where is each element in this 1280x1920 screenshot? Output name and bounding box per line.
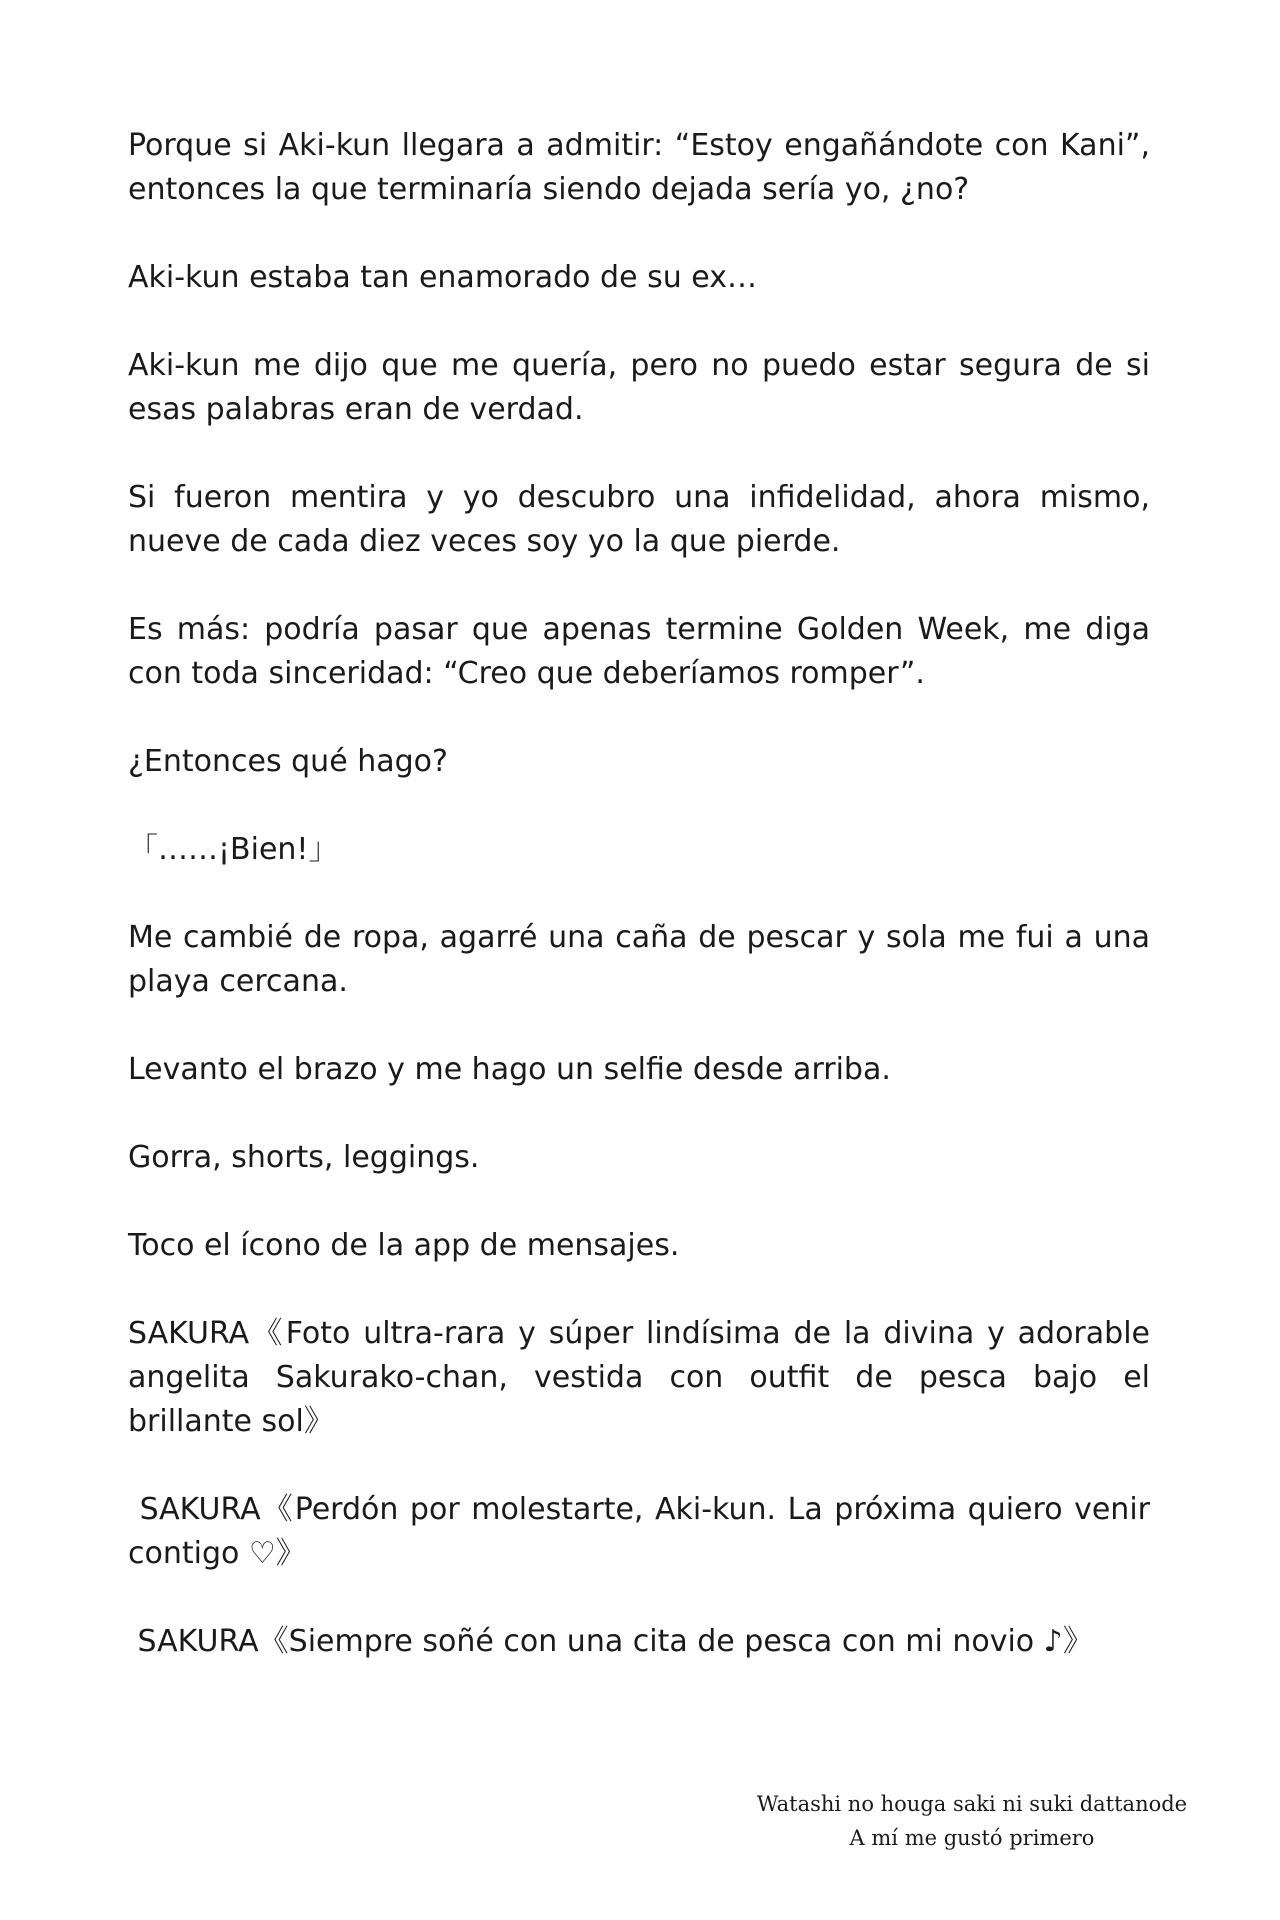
paragraph: Porque si Aki-kun llegara a admitir: “Estoy engañándote con Kani”, entonces la que terminaría siendo dejada sería yo, ¿no? xyxy=(128,128,1150,207)
body-text xyxy=(128,124,1160,1708)
paragraph: Aki-kun estaba tan enamorado de su ex… xyxy=(128,260,757,295)
message-line: SAKURA《Foto ultra-rara y súper lindísima de la divina y adorable angelita Sakurako-chan, vestida con outfit de pesca bajo el brillante sol》 xyxy=(128,1316,1150,1439)
paragraph: Me cambié de ropa, agarré una caña de pescar y sola me fui a una playa cercana. xyxy=(128,920,1150,999)
paragraph: ¿Entonces qué hago? xyxy=(128,744,448,779)
message-line: SAKURA《Perdón por molestarte, Aki-kun. La próxima quiero venir contigo ♡》 xyxy=(128,1492,1160,1571)
paragraph: Si fueron mentira y yo descubro una infidelidad, ahora mismo, nueve de cada diez veces soy yo la que pierde. xyxy=(128,480,1150,559)
paragraph: Es más: podría pasar que apenas termine Golden Week, me diga con toda sinceridad: “Creo que deberíamos romper”. xyxy=(128,612,1150,691)
dialogue-line: 「……¡Bien!」 xyxy=(128,832,339,867)
paragraph: Aki-kun me dijo que me quería, pero no puedo estar segura de si esas palabras eran de verdad. xyxy=(128,348,1150,427)
message-line: SAKURA《Siempre soñé con una cita de pesca con mi novio ♪》 xyxy=(128,1624,1093,1659)
page-footer xyxy=(660,1787,1280,1855)
paragraph: Gorra, shorts, leggings. xyxy=(128,1140,480,1175)
paragraph: Toco el ícono de la app de mensajes. xyxy=(128,1228,680,1263)
footer-title-spanish: A mí me gustó primero xyxy=(849,1826,1095,1850)
paragraph: Levanto el brazo y me hago un selfie desde arriba. xyxy=(128,1052,891,1087)
footer-title-romaji: Watashi no houga saki ni suki dattanode xyxy=(756,1792,1188,1816)
